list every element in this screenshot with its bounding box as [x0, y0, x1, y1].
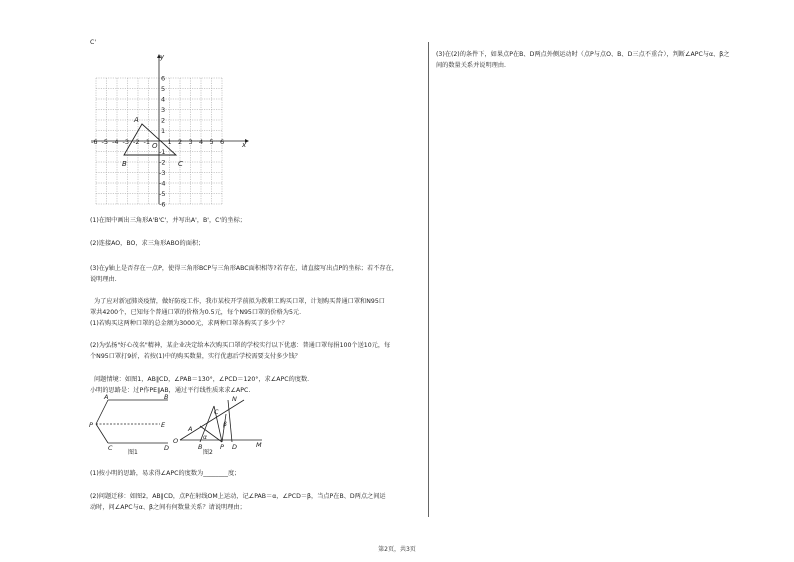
svg-text:O: O — [173, 437, 179, 445]
problem-3-line-1: 问题情境：如图1，AB∥CD，∠PAB＝130°，∠PCD＝120°，求∠APC的度数. — [94, 376, 310, 383]
x-tick-label: -6 — [91, 138, 98, 146]
svg-text:图1: 图1 — [128, 449, 138, 456]
svg-text:A: A — [104, 394, 109, 401]
svg-text:A: A — [188, 425, 193, 433]
x-tick-label: -4 — [112, 138, 119, 146]
svg-text:D: D — [232, 443, 238, 451]
svg-text:E: E — [161, 421, 166, 429]
question-1: (1)在图中画出三角形A'B'C'，并写出A'，B'，C'的坐标； — [90, 217, 246, 224]
svg-text:α: α — [203, 434, 207, 441]
x-tick-label: 3 — [188, 138, 193, 146]
problem-2-question-2-line-1: (2)为弘扬"好心茂名"精神，某企业决定给本次购买口罩的学校实行以下优惠：普通口罩每捐100个送10元，每 — [90, 342, 391, 349]
problem-2-line-1: 为了应对新冠肺炎疫情，做好防疫工作，我市某校开学前拟为教职工购买口罩，计划购买普通口罩和N95口 — [94, 298, 385, 305]
y-tick-label: 6 — [161, 74, 166, 83]
right-question-3-line-1: (3)在(2)的条件下，如果点P在B、D两点外侧运动时（点P与点O、B、D三点不重合），判断∠APC与α、β之 — [436, 51, 730, 58]
question-2: (2)连接AO，BO，求三角形ABO的面积； — [90, 240, 205, 247]
problem-3-line-2: 小明的思路是：过P作PE∥AB，通过平行线性质来求∠APC. — [90, 387, 251, 394]
svg-text:N: N — [232, 395, 237, 403]
svg-text:P: P — [220, 443, 224, 451]
point-c-label: C — [178, 160, 183, 168]
y-tick-label: 2 — [161, 116, 166, 125]
corner-label: C' — [90, 39, 97, 46]
column-divider — [428, 42, 429, 517]
svg-text:D: D — [164, 444, 170, 452]
y-tick-label: 4 — [161, 95, 166, 104]
x-tick-label: -3 — [122, 138, 129, 146]
x-tick-label: 2 — [178, 138, 183, 146]
x-tick-label: -5 — [101, 138, 108, 146]
problem-3-question-2-line-2: 动时，问∠APC与α、β之间有何数量关系？请说明理由； — [90, 504, 246, 511]
origin-label: O — [152, 142, 158, 150]
x-tick-label: -2 — [133, 138, 140, 146]
svg-text:P: P — [89, 421, 93, 429]
y-axis-label: y — [160, 53, 165, 61]
y-tick-label: 5 — [161, 85, 166, 93]
y-tick-label: -3 — [159, 169, 166, 177]
right-question-3-line-2: 间的数量关系并说明理由. — [436, 62, 507, 69]
problem-3-question-1: (1)按小明的思路，易求得∠APC的度数为________度； — [90, 470, 241, 477]
x-axis-label: x — [242, 141, 247, 149]
point-b-label: B — [122, 160, 127, 168]
page-footer: 第2页，共3页 — [378, 546, 416, 553]
y-tick-label: -2 — [159, 158, 166, 167]
svg-text:B: B — [164, 394, 169, 401]
y-tick-label: -6 — [159, 200, 166, 209]
problem-2-question-1: (1)若购买这两种口罩的总金额为3000元，求两种口罩各购买了多少个？ — [90, 320, 288, 327]
question-3-line-2: 说明理由. — [90, 276, 117, 283]
svg-text:图2: 图2 — [203, 449, 213, 456]
x-tick-label: 6 — [220, 138, 225, 146]
svg-text:C: C — [108, 444, 113, 452]
point-a-label: A — [134, 116, 139, 124]
y-tick-label: 3 — [161, 106, 166, 114]
svg-text:β: β — [223, 421, 227, 428]
problem-2-question-2-line-2: 个N95口罩打9折，若按(1)中的购买数量，实行优惠后学校需要支付多少钱？ — [90, 353, 301, 360]
coordinate-grid — [85, 50, 255, 210]
problem-3-question-2-line-1: (2)问题迁移：如图2，AB∥CD，点P在射线OM上运动，记∠PAB＝α，∠PCD＝β，当点P在B、D两点之间运 — [90, 493, 386, 500]
figure-2 — [170, 394, 265, 456]
svg-text:B: B — [198, 443, 203, 451]
x-tick-label: 4 — [199, 138, 204, 146]
y-tick-label: -5 — [159, 190, 166, 198]
y-tick-label: -4 — [159, 179, 166, 188]
y-tick-label: 1 — [161, 127, 166, 135]
svg-text:M: M — [256, 441, 262, 449]
y-tick-label: -1 — [159, 148, 166, 156]
x-tick-label: 1 — [167, 138, 172, 146]
x-tick-label: -1 — [143, 138, 150, 146]
problem-2-line-2: 罩共4200个，已知每个普通口罩的价格为0.5元，每个N95口罩的价格为5元. — [90, 309, 302, 316]
question-3-line-1: (3)在y轴上是否存在一点P，使得三角形BCP与三角形ABC面积相等?若存在，请直接写出点P的坐标；若不存在， — [90, 265, 398, 272]
x-tick-label: 5 — [209, 138, 214, 146]
figure-1 — [88, 394, 178, 456]
svg-text:C: C — [214, 408, 219, 416]
